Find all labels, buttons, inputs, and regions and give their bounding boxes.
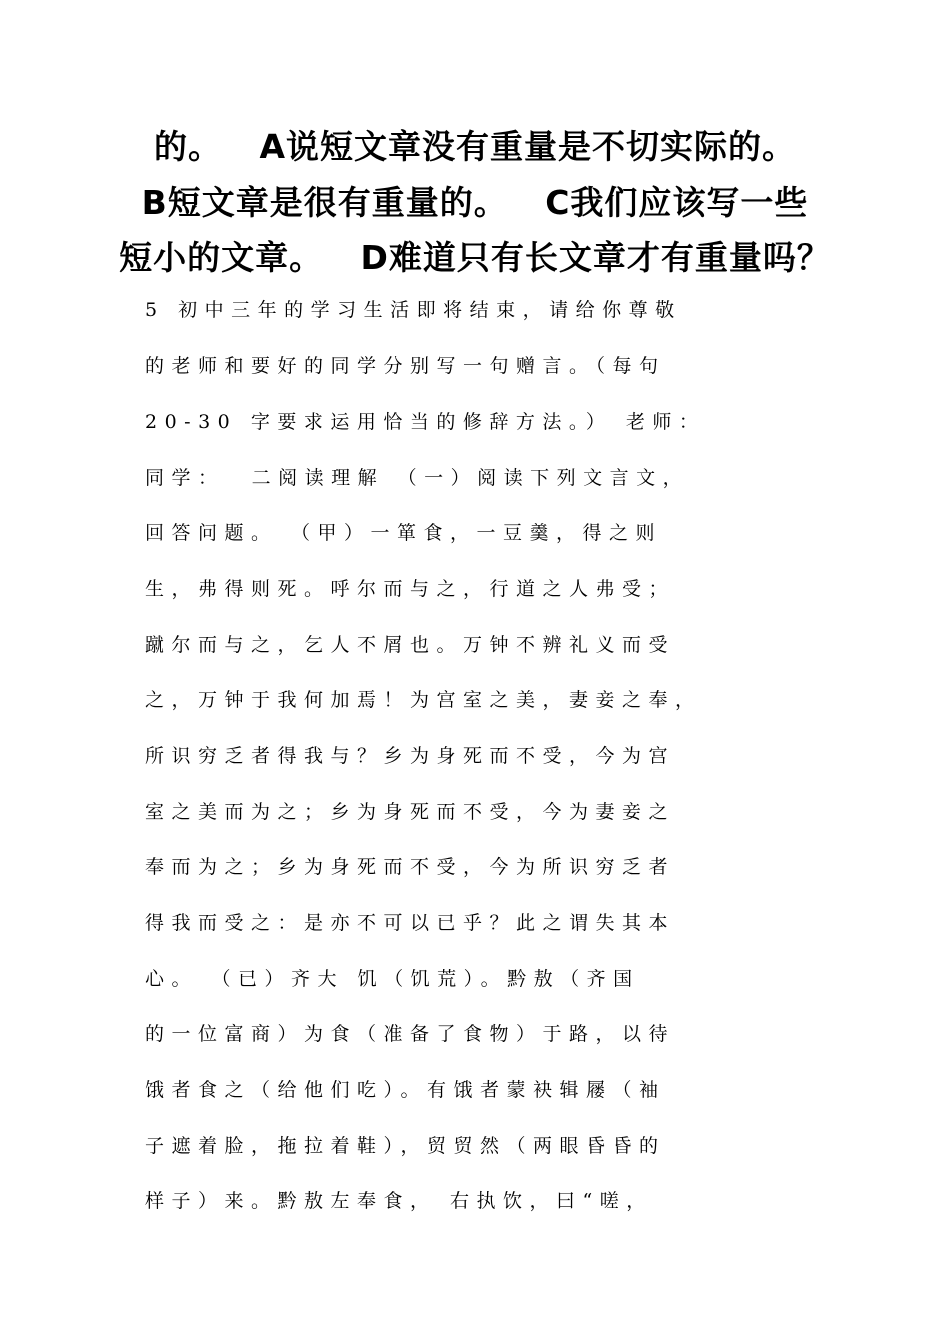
- body-line-17: 样子）来。黔敖左奉食， 右执饮，曰“嗟，: [145, 1190, 653, 1212]
- body-line-7: 蹴尔而与之，乞人不屑也。万钟不辨礼义而受: [145, 634, 676, 656]
- body-line-12: 得我而受之：是亦不可以已乎？此之谓失其本: [145, 912, 676, 934]
- body-line-5: 回答问题。 （甲）一箪食，一豆羹，得之则: [145, 522, 663, 544]
- body-line-6: 生，弗得则死。呼尔而与之，行道之人弗受；: [145, 578, 676, 600]
- body-line-13: 心。 （已）齐大 饥（饥荒）。黔敖（齐国: [145, 968, 640, 990]
- body-line-4: 同学： 二阅读理解 （一）阅读下列文言文，: [145, 467, 690, 489]
- body-line-8: 之，万钟于我何加焉！为宫室之美，妻妾之奉，: [145, 689, 702, 711]
- heading-line-3: 短小的文章。 D难道只有长文章才有重量吗？: [119, 238, 831, 277]
- body-line-14: 的一位富商）为食（准备了食物）于路，以待: [145, 1023, 676, 1045]
- heading-line-2: B短文章是很有重量的。 C我们应该写一些: [141, 183, 809, 222]
- body-line-2: 的老师和要好的同学分别写一句赠言。（每句: [145, 355, 666, 377]
- body-line-16: 子遮着脸，拖拉着鞋），贸贸然（两眼昏昏的: [145, 1135, 666, 1157]
- body-line-1: 5 初中三年的学习生活即将结束，请给你尊敬: [145, 299, 682, 321]
- body-line-11: 奉而为之；乡为身死而不受，今为所识穷乏者: [145, 856, 676, 878]
- body-line-10: 室之美而为之；乡为身死而不受，今为妻妾之: [145, 801, 676, 823]
- body-line-3: 20-30 字要求运用恰当的修辞方法。） 老师：: [145, 411, 706, 433]
- body-line-9: 所识穷乏者得我与？乡为身死而不受，今为宫: [145, 745, 676, 767]
- heading-line-1: 的。 A说短文章没有重量是不切实际的。: [153, 127, 796, 166]
- body-line-15: 饿者食之（给他们吃）。有饿者蒙袂辑屦（袖: [145, 1079, 666, 1101]
